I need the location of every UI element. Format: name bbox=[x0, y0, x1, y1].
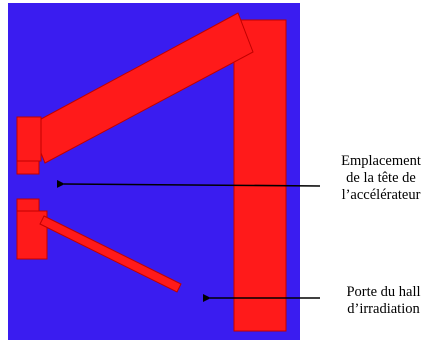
irradiation-door-label-line2: d’irradiation bbox=[347, 301, 420, 317]
right-vertical-wall bbox=[234, 20, 286, 331]
accelerator-head-label-line1: Emplacement bbox=[341, 153, 421, 169]
accelerator-head-label-line3: l’accélérateur bbox=[341, 187, 421, 203]
accelerator-head-label-line2: de la tête de bbox=[346, 170, 416, 186]
lower-head-tab bbox=[17, 199, 39, 211]
irradiation-door-label-line1: Porte du hall bbox=[346, 284, 421, 300]
upper-head-tab bbox=[17, 161, 39, 174]
irradiation-door-label bbox=[323, 284, 444, 318]
upper-head-block bbox=[17, 117, 41, 161]
accelerator-head-label bbox=[318, 153, 444, 204]
